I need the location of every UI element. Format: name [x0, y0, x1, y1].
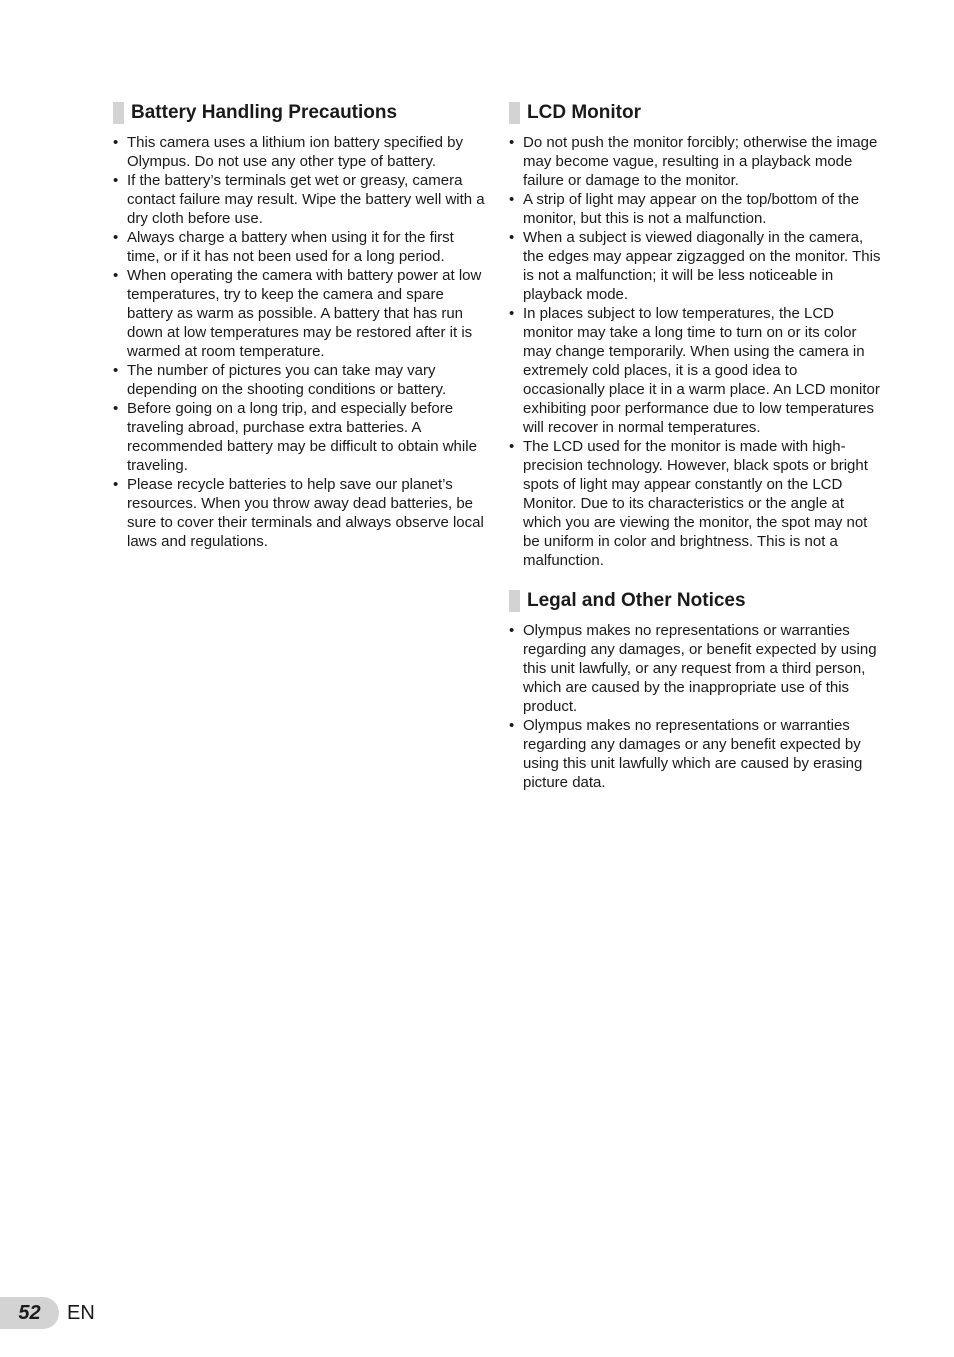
list-item: • When a subject is viewed diagonally in the camera, the edges may appear zigzagged on the monitor. This is not a malfunction; it will be less noticeable in playback mode. [509, 228, 881, 304]
section-heading [113, 101, 485, 125]
language-code: EN [67, 1301, 95, 1324]
bullet-list [113, 133, 485, 551]
list-item: • Please recycle batteries to help save our planet’s resources. When you throw away dead batteries, be sure to cover their terminals and always observe local laws and regulations. [113, 475, 485, 551]
list-item: • If the battery’s terminals get wet or greasy, camera contact failure may result. Wipe the battery well with a dry cloth before use. [113, 171, 485, 228]
bullet-list [509, 621, 881, 792]
heading-marker [113, 102, 124, 124]
right-column [509, 101, 881, 811]
lcd-monitor-section [509, 101, 881, 570]
list-item: • Do not push the monitor forcibly; otherwise the image may become vague, resulting in a playback mode failure or damage to the monitor. [509, 133, 881, 190]
list-item: • This camera uses a lithium ion battery specified by Olympus. Do not use any other type of battery. [113, 133, 485, 171]
left-column [113, 101, 485, 570]
bullet-list [509, 133, 881, 570]
heading-marker [509, 102, 520, 124]
list-item: • In places subject to low temperatures, the LCD monitor may take a long time to turn on or its color may change temporarily. When using the camera in extremely cold places, it is a good idea to occasionally place it in a warm place. An LCD monitor exhibiting poor performance due to low temperatures will recover in normal temperatures. [509, 304, 881, 437]
list-item: • When operating the camera with battery power at low temperatures, try to keep the camera and spare battery as warm as possible. A battery that has run down at low temperatures may be restored after it is warmed at room temperature. [113, 266, 485, 361]
list-item: • The LCD used for the monitor is made with high-precision technology. However, black spots or bright spots of light may appear constantly on the LCD Monitor. Due to its characteristics or the angle at which you are viewing the monitor, the spot may not be uniform in color and brightness. This is not a malfunction. [509, 437, 881, 570]
list-item: • Always charge a battery when using it for the first time, or if it has not been used for a long period. [113, 228, 485, 266]
legal-notices-section [509, 589, 881, 792]
page-number: 52 [0, 1297, 59, 1329]
section-heading [509, 589, 881, 613]
battery-handling-section [113, 101, 485, 551]
section-heading [509, 101, 881, 125]
list-item: • A strip of light may appear on the top/bottom of the monitor, but this is not a malfunction. [509, 190, 881, 228]
list-item: • Before going on a long trip, and especially before traveling abroad, purchase extra batteries. A recommended battery may be difficult to obtain while traveling. [113, 399, 485, 475]
section-title: Battery Handling Precautions [131, 102, 398, 123]
section-title: Legal and Other Notices [527, 590, 746, 611]
section-title: LCD Monitor [527, 102, 641, 123]
list-item: • Olympus makes no representations or warranties regarding any damages, or benefit expected by using this unit lawfully, or any request from a third person, which are caused by the inappropriate use of this product. [509, 621, 881, 716]
list-item: • The number of pictures you can take may vary depending on the shooting conditions or battery. [113, 361, 485, 399]
heading-marker [509, 590, 520, 612]
page-footer [0, 1297, 95, 1329]
list-item: • Olympus makes no representations or warranties regarding any damages or any benefit expected by using this unit lawfully which are caused by erasing picture data. [509, 716, 881, 792]
